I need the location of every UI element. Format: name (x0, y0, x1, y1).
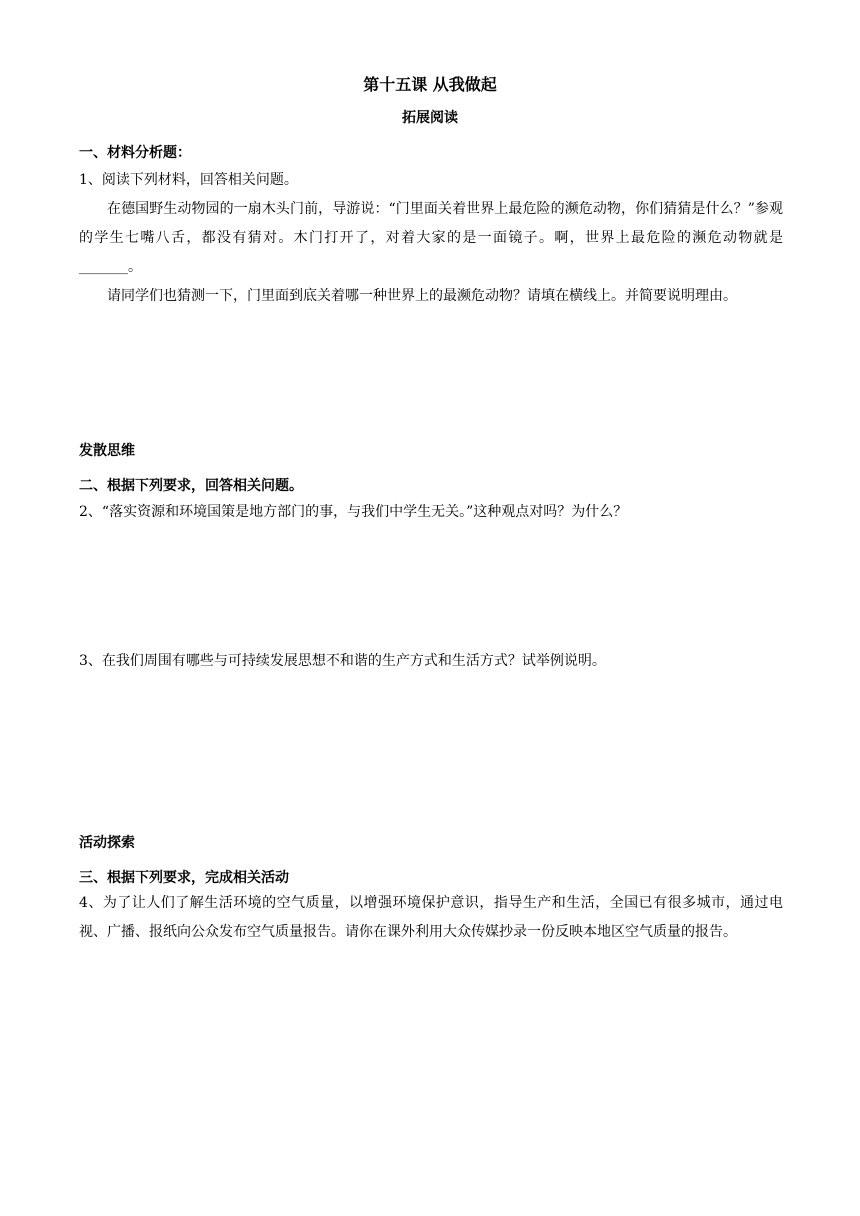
question-1-task: 请同学们也猜测一下，门里面到底关着哪一种世界上的最濒危动物？请填在横线上。并简要说明理由。 (107, 288, 737, 304)
section-subtitle: 拓展阅读 (402, 110, 458, 126)
question-1-material: 在德国野生动物园的一扇木头门前，导游说：“门里面关着世界上最危险的濒危动物，你们猜猜是什么？”参观的学生七嘴八舌，都没有猜对。木门打开了，对着大家的是一面镜子。啊，世界上最危险的濒危动物就是_______。 (79, 201, 783, 275)
section3-label: 活动探索 (79, 835, 135, 851)
question-2: 2、“落实资源和环境国策是地方部门的事，与我们中学生无关。”这种观点对吗？为什么？ (79, 504, 628, 520)
question-3: 3、在我们周围有哪些与可持续发展思想不和谐的生产方式和生活方式？试举例说明。 (79, 653, 606, 669)
question-4: 4、为了让人们了解生活环境的空气质量，以增强环境保护意识，指导生产和生活，全国已有很多城市，通过电视、广播、报纸向公众发布空气质量报告。请你在课外利用大众传媒抄录一份反映本地区空气质量的报告。 (79, 895, 783, 940)
section3-heading: 三、根据下列要求，完成相关活动 (79, 870, 289, 886)
section2-label: 发散思维 (79, 443, 135, 459)
section2-heading: 二、根据下列要求，回答相关问题。 (79, 478, 303, 494)
question-1-intro: 1、阅读下列材料，回答相关问题。 (79, 172, 298, 188)
lesson-title: 第十五课 从我做起 (363, 75, 497, 94)
section1-heading: 一、材料分析题： (79, 145, 191, 161)
